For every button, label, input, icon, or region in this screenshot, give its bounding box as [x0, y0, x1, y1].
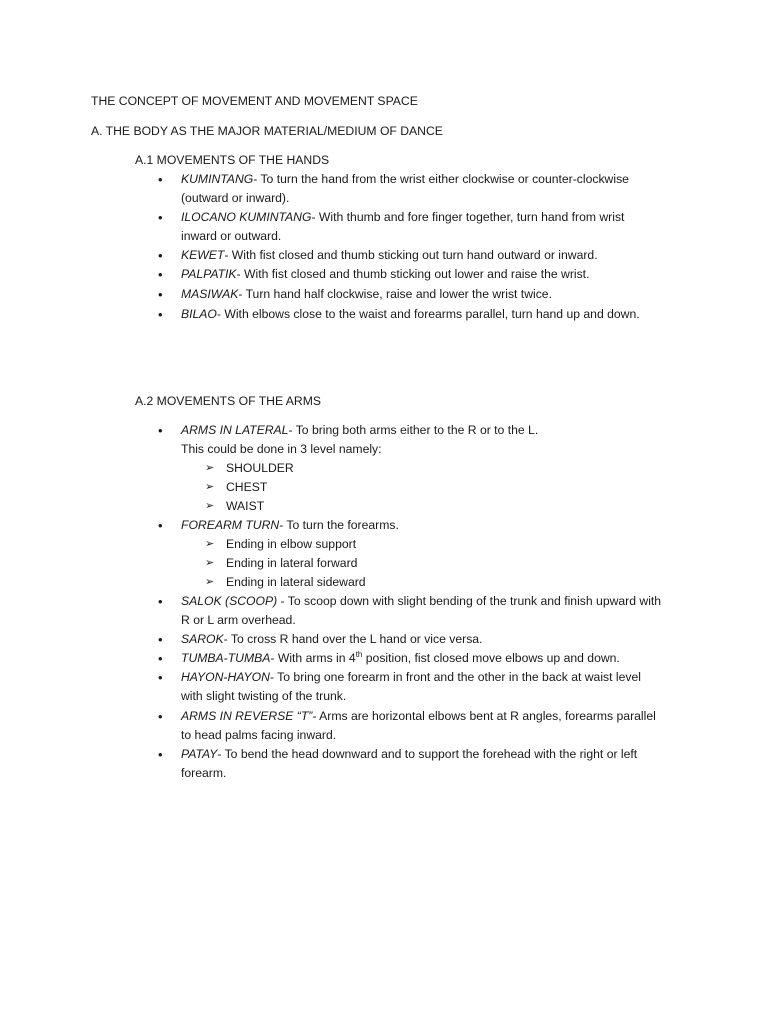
- term: MASIWAK: [181, 287, 239, 301]
- definition-continued: with slight twisting of the trunk.: [181, 689, 347, 703]
- arrow-bullet-icon: ➢: [205, 557, 215, 569]
- list-item: [181, 170, 629, 189]
- term: SAROK: [181, 632, 224, 646]
- arrow-bullet-icon: ➢: [205, 576, 215, 588]
- arrow-bullet-icon: ➢: [205, 500, 215, 512]
- definition-rest: position, fist closed move elbows up and down.: [362, 651, 620, 665]
- term: ILOCANO KUMINTANG: [181, 210, 312, 224]
- list-item: [181, 668, 641, 687]
- term: KEWET: [181, 248, 225, 262]
- list-item: [181, 745, 637, 764]
- sub-item: WAIST: [226, 499, 265, 513]
- arrow-bullet-icon: ➢: [205, 481, 215, 493]
- bullet-icon: •: [158, 248, 163, 263]
- definition: - Turn hand half clockwise, raise and lower the wrist twice.: [238, 287, 552, 301]
- definition: - To scoop down with slight bending of the trunk and finish upward with: [277, 594, 662, 608]
- list-item: [181, 246, 598, 265]
- bullet-icon: •: [158, 594, 163, 609]
- list-item: [181, 649, 620, 668]
- definition-continued: R or L arm overhead.: [181, 613, 296, 627]
- definition: - To turn the hand from the wrist either clockwise or counter-clockwise: [253, 172, 629, 186]
- a1-heading: A.1 MOVEMENTS OF THE HANDS: [135, 153, 330, 167]
- term: PATAY: [181, 747, 218, 761]
- list-item: [181, 630, 482, 649]
- term: BILAO: [181, 307, 217, 321]
- sub-item: Ending in lateral forward: [226, 556, 358, 570]
- term: ARMS IN LATERAL: [181, 423, 289, 437]
- definition: - With elbows close to the waist and forearms parallel, turn hand up and down.: [216, 307, 640, 321]
- definition: - To bring one forearm in front and the other in the back at waist level: [269, 670, 641, 684]
- ordinal-suffix: th: [355, 649, 363, 659]
- definition: - To cross R hand over the L hand or vice versa.: [223, 632, 483, 646]
- bullet-icon: •: [158, 670, 163, 685]
- definition-continued: inward or outward.: [181, 229, 282, 243]
- term: TUMBA-TUMBA: [181, 651, 271, 665]
- list-item: [181, 305, 640, 324]
- definition: - To bend the head downward and to support the forehead with the right or left: [217, 747, 638, 761]
- definition: - With thumb and fore finger together, turn hand from wrist: [311, 210, 625, 224]
- term: FOREARM TURN: [181, 518, 280, 532]
- definition: - With arms in 4: [270, 651, 356, 665]
- sub-item: CHEST: [226, 480, 268, 494]
- definition-continued: to head palms facing inward.: [181, 728, 337, 742]
- definition: - To turn the forearms.: [279, 518, 399, 532]
- list-item: [181, 707, 656, 726]
- sub-item: Ending in lateral sideward: [226, 575, 366, 589]
- definition: - To bring both arms either to the R or to the L.: [288, 423, 539, 437]
- definition: - With fist closed and thumb sticking out turn hand outward or inward.: [224, 248, 598, 262]
- definition-continued: (outward or inward).: [181, 191, 290, 205]
- sub-item: SHOULDER: [226, 461, 294, 475]
- bullet-icon: •: [158, 172, 163, 187]
- list-item: [181, 516, 399, 535]
- section-a-heading: A. THE BODY AS THE MAJOR MATERIAL/MEDIUM OF DANCE: [91, 124, 443, 138]
- bullet-icon: •: [158, 423, 163, 438]
- bullet-icon: •: [158, 307, 163, 322]
- list-item: [181, 421, 538, 440]
- bullet-icon: •: [158, 709, 163, 724]
- document-title: THE CONCEPT OF MOVEMENT AND MOVEMENT SPACE: [91, 94, 418, 108]
- list-item: [181, 208, 624, 227]
- bullet-icon: •: [158, 287, 163, 302]
- definition-continued: This could be done in 3 level namely:: [181, 442, 382, 456]
- definition: - Arms are horizontal elbows bent at R angles, forearms parallel: [312, 709, 656, 723]
- arrow-bullet-icon: ➢: [205, 462, 215, 474]
- term: ARMS IN REVERSE “T”: [181, 709, 313, 723]
- bullet-icon: •: [158, 267, 163, 282]
- term: SALOK (SCOOP): [181, 594, 278, 608]
- definition-continued: forearm.: [181, 766, 227, 780]
- term: PALPATIK: [181, 267, 237, 281]
- definition: - With fist closed and thumb sticking out lower and raise the wrist.: [236, 267, 590, 281]
- bullet-icon: •: [158, 651, 163, 666]
- sub-item: Ending in elbow support: [226, 537, 357, 551]
- bullet-icon: •: [158, 632, 163, 647]
- list-item: [181, 592, 661, 611]
- bullet-icon: •: [158, 210, 163, 225]
- arrow-bullet-icon: ➢: [205, 538, 215, 550]
- list-item: [181, 285, 552, 304]
- term: HAYON-HAYON: [181, 670, 270, 684]
- term: KUMINTANG: [181, 172, 254, 186]
- bullet-icon: •: [158, 747, 163, 762]
- bullet-icon: •: [158, 518, 163, 533]
- a2-heading: A.2 MOVEMENTS OF THE ARMS: [135, 394, 322, 408]
- list-item: [181, 265, 589, 284]
